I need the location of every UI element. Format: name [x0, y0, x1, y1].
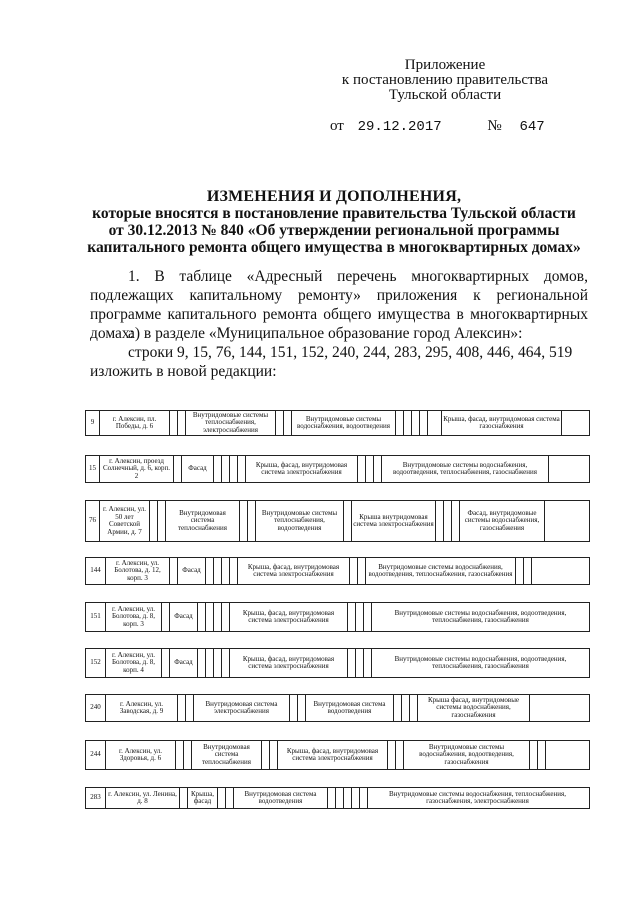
- row-number: 152: [86, 649, 106, 677]
- empty-cell: [328, 788, 336, 808]
- row-number: 9: [86, 411, 100, 435]
- empty-cell: [248, 501, 256, 541]
- table-row: [85, 557, 590, 585]
- empty-cell: [348, 649, 356, 677]
- number-sign: №: [487, 118, 502, 134]
- work-cell: Внутридомовые системы водоснабжения, водоотведения, теплоснабжения, газоснабжения: [382, 456, 549, 482]
- empty-cell: [222, 649, 230, 677]
- table-row: [85, 455, 590, 483]
- empty-cell: [344, 788, 352, 808]
- row-number: 76: [86, 501, 100, 541]
- empty-cell: [214, 649, 222, 677]
- empty-cell: [532, 558, 577, 584]
- empty-cell: [214, 558, 222, 584]
- empty-cell: [218, 788, 226, 808]
- empty-cell: [180, 788, 188, 808]
- empty-cell: [262, 741, 270, 769]
- empty-cell: [230, 456, 238, 482]
- empty-cell: [198, 649, 206, 677]
- row-address: г. Алексин, ул. 50 лет Советской Армии, д. 7: [100, 501, 150, 541]
- empty-cell: [150, 501, 158, 541]
- empty-cell: [174, 456, 182, 482]
- row-number: 15: [86, 456, 100, 482]
- empty-cell: [410, 695, 418, 721]
- empty-cell: [404, 411, 412, 435]
- empty-cell: [162, 603, 170, 631]
- work-cell: Крыша внутридомовая система электроснабжения: [352, 501, 436, 541]
- work-cell: Внутридомовая система теплоснабжения: [166, 501, 240, 541]
- empty-cell: [516, 558, 524, 584]
- document-header: [330, 58, 560, 103]
- work-cell: Крыша, фасад, внутридомовая система электроснабжения: [278, 741, 388, 769]
- empty-cell: [538, 741, 546, 769]
- empty-cell: [524, 558, 532, 584]
- empty-cell: [360, 788, 368, 808]
- document-title: [80, 188, 588, 256]
- empty-cell: [230, 558, 238, 584]
- empty-cell: [158, 501, 166, 541]
- empty-cell: [444, 501, 452, 541]
- empty-cell: [420, 411, 428, 435]
- header-line: Приложение: [404, 57, 486, 73]
- work-cell: Внутридомовая система водоотведения: [234, 788, 328, 808]
- work-cell: Внутридомовая система теплоснабжения: [192, 741, 262, 769]
- empty-cell: [206, 603, 214, 631]
- empty-cell: [356, 603, 364, 631]
- date-prefix: от: [330, 118, 344, 134]
- work-cell: Внутридомовые системы теплоснабжения, водоотведения: [256, 501, 344, 541]
- empty-cell: [562, 411, 587, 435]
- empty-cell: [184, 741, 192, 769]
- empty-cell: [198, 603, 206, 631]
- header-line: Тульской области: [388, 87, 502, 103]
- row-address: г. Алексин, ул. Болотова, д. 8, корп. 4: [106, 649, 162, 677]
- empty-cell: [388, 741, 396, 769]
- row-address: г. Алексин, ул. Ленина, д. 8: [106, 788, 180, 808]
- row-address: г. Алексин, ул. Болотова, д. 12, корп. 3: [106, 558, 170, 584]
- title-line: капитального ремонта общего имущества в многоквартирных домах»: [87, 239, 581, 256]
- title-line: от 30.12.2013 № 840 «Об утверждении региональной программы: [108, 222, 560, 239]
- empty-cell: [170, 411, 178, 435]
- empty-cell: [452, 501, 460, 541]
- table-row: [85, 500, 590, 542]
- date-number-line: [330, 118, 570, 135]
- empty-cell: [356, 649, 364, 677]
- table-row: [85, 787, 590, 809]
- paragraph-2: а) в разделе «Муниципальное образование город Алексин»:: [128, 325, 523, 342]
- work-cell: Крыша, фасад: [188, 788, 218, 808]
- work-cell: Внутридомовая система электроснабжения: [194, 695, 290, 721]
- empty-cell: [170, 558, 178, 584]
- row-address: г. Алексин, ул. Здоровья, д. 6: [106, 741, 176, 769]
- row-number: 244: [86, 741, 106, 769]
- empty-cell: [396, 411, 404, 435]
- row-address: г. Алексин, ул. Заводская, д. 9: [106, 695, 178, 721]
- empty-cell: [178, 695, 186, 721]
- document-number: 647: [519, 119, 545, 135]
- empty-cell: [545, 501, 577, 541]
- header-line: к постановлению правительства: [341, 72, 549, 88]
- work-cell: Крыша, фасад, внутридомовая система электроснабжения: [238, 558, 350, 584]
- empty-cell: [276, 411, 284, 435]
- table-row: [85, 694, 590, 722]
- empty-cell: [222, 603, 230, 631]
- empty-cell: [240, 501, 248, 541]
- title-line: ИЗМЕНЕНИЯ И ДОПОЛНЕНИЯ,: [206, 188, 462, 205]
- empty-cell: [348, 603, 356, 631]
- empty-cell: [206, 558, 214, 584]
- empty-cell: [176, 741, 184, 769]
- row-number: 144: [86, 558, 106, 584]
- table-row: [85, 648, 590, 678]
- empty-cell: [530, 695, 589, 721]
- row-number: 240: [86, 695, 106, 721]
- empty-cell: [358, 456, 366, 482]
- work-cell: Внутридомовые системы водоснабжения, водоотведения, теплоснабжения, газоснабжения: [366, 558, 516, 584]
- empty-cell: [394, 695, 402, 721]
- table-row: [85, 410, 590, 436]
- paragraph-4: изложить в новой редакции:: [90, 363, 277, 380]
- row-number: 151: [86, 603, 106, 631]
- work-cell: Внутридомовые системы теплоснабжения, электроснабжения: [186, 411, 276, 435]
- empty-cell: [358, 558, 366, 584]
- empty-cell: [549, 456, 587, 482]
- work-cell: Внутридомовые системы водоснабжения, водоотведения: [292, 411, 396, 435]
- work-cell: Фасад, внутридомовые системы водоснабжения, газоснабжения: [460, 501, 545, 541]
- work-cell: Фасад: [182, 456, 214, 482]
- empty-cell: [546, 741, 589, 769]
- row-number: 283: [86, 788, 106, 808]
- empty-cell: [214, 456, 222, 482]
- empty-cell: [206, 649, 214, 677]
- paragraph-3: строки 9, 15, 76, 144, 151, 152, 240, 244, 283, 295, 408, 446, 464, 519: [128, 344, 573, 361]
- empty-cell: [428, 411, 442, 435]
- table-row: [85, 602, 590, 632]
- work-cell: Крыша, фасад, внутридомовая система газоснабжения: [442, 411, 562, 435]
- empty-cell: [374, 456, 382, 482]
- work-cell: Внутридомовые системы водоснабжения, водоотведения, теплоснабжения, газоснабжения: [394, 608, 567, 624]
- empty-cell: [162, 649, 170, 677]
- work-cell: Крыша фасад, внутридомовые системы водоснабжения, газоснабжения: [418, 695, 530, 721]
- empty-cell: [436, 501, 444, 541]
- table-row: [85, 740, 590, 770]
- empty-cell: [352, 788, 360, 808]
- empty-cell: [178, 411, 186, 435]
- work-cell: Крыша, фасад, внутридомовая система электроснабжения: [246, 456, 358, 482]
- title-line: которые вносятся в постановление правительства Тульской области: [92, 205, 576, 222]
- empty-cell: [222, 456, 230, 482]
- empty-cell: [396, 741, 404, 769]
- work-cell: Фасад: [170, 603, 198, 631]
- row-address: г. Алексин, проезд Солнечный, д. 6, корп. 2: [100, 456, 174, 482]
- work-cell: Крыша, фасад, внутридомовая система электроснабжения: [230, 649, 348, 677]
- work-cell: Внутридомовая система водоотведения: [306, 695, 394, 721]
- empty-cell: [284, 411, 292, 435]
- empty-cell: [336, 788, 344, 808]
- empty-cell: [344, 501, 352, 541]
- document-date: 29.12.2017: [357, 119, 442, 135]
- empty-cell: [238, 456, 246, 482]
- work-cell: Внутридомовые системы водоснабжения, водоотведения, теплоснабжения, газоснабжения: [394, 654, 567, 670]
- empty-cell: [402, 695, 410, 721]
- empty-cell: [222, 558, 230, 584]
- empty-cell: [364, 603, 372, 631]
- work-cell: Внутридомовые системы водоснабжения, теплоснабжения, газоснабжения, электроснабжения: [389, 789, 566, 805]
- empty-cell: [364, 649, 372, 677]
- work-cell: Внутридомовые системы водоснабжения, водоотведения, газоснабжения: [404, 741, 530, 769]
- empty-cell: [290, 695, 298, 721]
- empty-cell: [412, 411, 420, 435]
- row-address: г. Алексин, ул. Болотова, д. 8, корп. 3: [106, 603, 162, 631]
- work-cell: Фасад: [178, 558, 206, 584]
- work-cell: Фасад: [170, 649, 198, 677]
- empty-cell: [214, 603, 222, 631]
- empty-cell: [270, 741, 278, 769]
- empty-cell: [186, 695, 194, 721]
- paragraph-1: 1. В таблице «Адресный перечень многоквартирных домов, подлежащих капитальному ремонту» приложения к региональной программе капитального ремонта общего имущества в многоквартирных домах:: [90, 268, 588, 342]
- empty-cell: [366, 456, 374, 482]
- work-cell: Крыша, фасад, внутридомовая система электроснабжения: [230, 603, 348, 631]
- empty-cell: [298, 695, 306, 721]
- empty-cell: [530, 741, 538, 769]
- empty-cell: [350, 558, 358, 584]
- row-address: г. Алексин, пл. Победы, д. 6: [100, 411, 170, 435]
- empty-cell: [226, 788, 234, 808]
